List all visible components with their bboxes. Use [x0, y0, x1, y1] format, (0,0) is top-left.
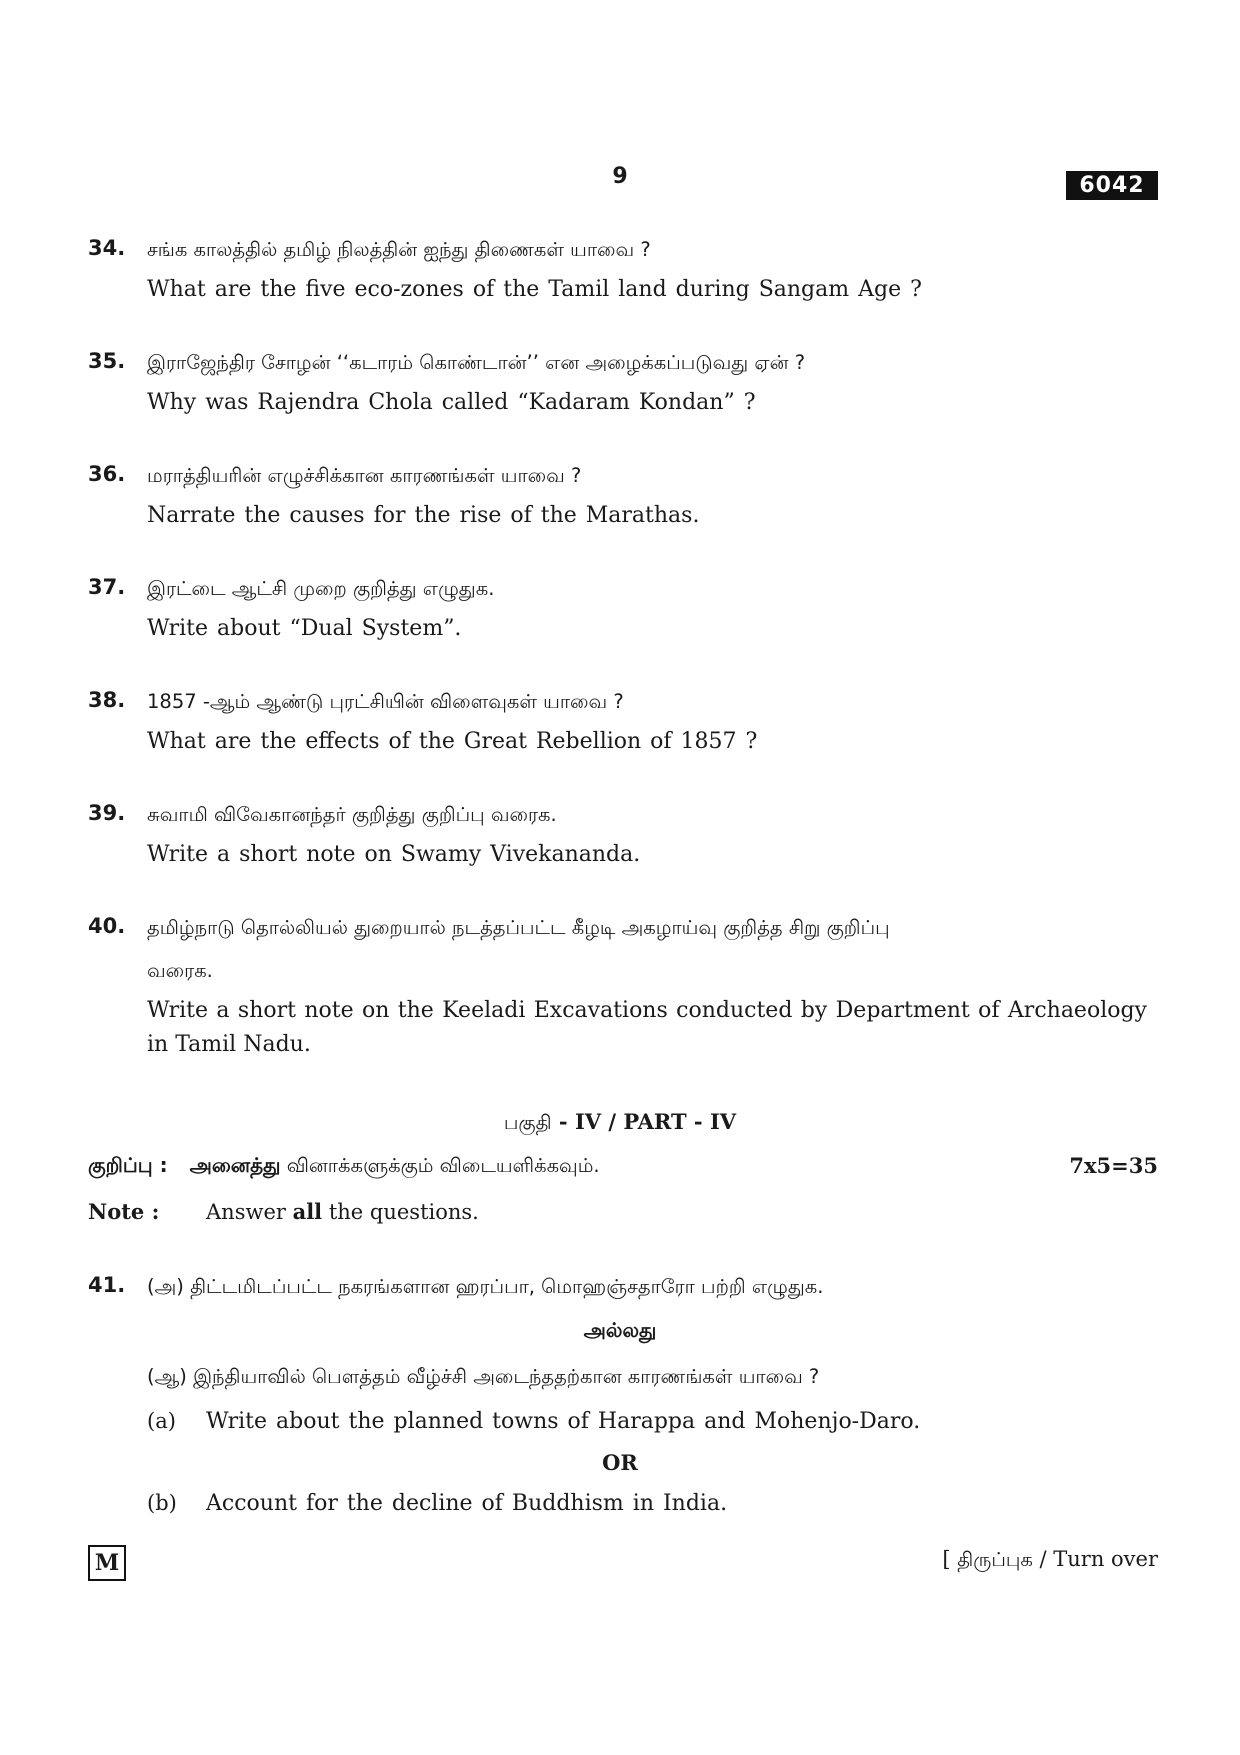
question-number: 37.: [88, 575, 126, 599]
question-tamil-line1: தமிழ்நாடு தொல்லியல் துறையால் நடத்தப்பட்ட கீழடி அகழாய்வு குறித்த சிறு குறிப்பு: [147, 916, 890, 939]
footer-m-mark: M: [88, 1545, 126, 1581]
paper-code-badge: 6042: [1066, 171, 1158, 200]
note-row-tamil: [88, 1153, 1158, 1180]
part-heading: [0, 1109, 1240, 1137]
question-tamil: சுவாமி விவேகானந்தர் குறித்து குறிப்பு வரைக.: [147, 803, 557, 826]
question-number: 35.: [88, 349, 126, 373]
question-english: Write a short note on Swamy Vivekananda.: [147, 842, 641, 867]
turn-over-label: [942, 1547, 1158, 1574]
part-heading-english: - IV / PART - IV: [551, 1109, 737, 1134]
turn-over-tamil: திருப்புக: [957, 1548, 1033, 1571]
question-tamil-option-b: (ஆ) இந்தியாவில் பௌத்தம் வீழ்ச்சி அடைந்ததற்கான காரணங்கள் யாவை ?: [147, 1365, 820, 1388]
question-tamil-line2: வரைக.: [147, 959, 213, 982]
note-tamil-bold: அனைத்து: [189, 1153, 281, 1177]
question-english: What are the five eco-zones of the Tamil land during Sangam Age ?: [147, 277, 922, 302]
note-english-bold: all: [292, 1199, 323, 1224]
option-a-label: (a): [147, 1409, 176, 1433]
part-heading-tamil: பகுதி: [503, 1111, 552, 1134]
question-tamil: 1857 -ஆம் ஆண்டு புரட்சியின் விளைவுகள் யாவை ?: [147, 690, 624, 713]
note-tamil-text: வினாக்களுக்கும் விடையளிக்கவும்.: [280, 1154, 600, 1177]
question-english: Narrate the causes for the rise of the Marathas.: [147, 503, 700, 528]
question-english-option-b: Account for the decline of Buddhism in India.: [206, 1491, 728, 1516]
page-number: 9: [612, 164, 628, 189]
question-english: Write about “Dual System”.: [147, 616, 462, 641]
note-label-english: Note :: [88, 1199, 160, 1224]
note-english-pre: Answer: [206, 1200, 293, 1224]
question-number: 40.: [88, 914, 126, 938]
question-english-option-a: Write about the planned towns of Harappa and Mohenjo-Daro.: [206, 1409, 921, 1434]
question-english: Write a short note on the Keeladi Excavations conducted by Department of Archaeology in Tamil Nadu.: [147, 998, 1147, 1057]
question-tamil: இராஜேந்திர சோழன் ‘‘கடாரம் கொண்டான்’’ என அழைக்கப்படுவது ஏன் ?: [147, 351, 806, 374]
turn-over-english: / Turn over: [1032, 1547, 1158, 1571]
note-label-tamil: குறிப்பு :: [88, 1153, 168, 1177]
or-tamil: அல்லது: [583, 1318, 657, 1342]
marks-scheme: 7x5=35: [1069, 1153, 1158, 1178]
question-tamil-option-a: (அ) திட்டமிடப்பட்ட நகரங்களான ஹரப்பா, மொஹஞ்சதாரோ பற்றி எழுதுக.: [147, 1275, 824, 1298]
question-english: What are the effects of the Great Rebellion of 1857 ?: [147, 729, 758, 754]
question-number: 41.: [88, 1273, 126, 1297]
note-english-post: the questions.: [322, 1200, 479, 1224]
or-english: OR: [602, 1450, 638, 1475]
note-row-english: [88, 1199, 1158, 1224]
question-tamil: சங்க காலத்தில் தமிழ் நிலத்தின் ஐந்து திணைகள் யாவை ?: [147, 238, 651, 261]
question-tamil: இரட்டை ஆட்சி முறை குறித்து எழுதுக.: [147, 577, 495, 600]
question-tamil: மராத்தியரின் எழுச்சிக்கான காரணங்கள் யாவை ?: [147, 464, 582, 487]
question-number: 38.: [88, 688, 126, 712]
question-number: 36.: [88, 462, 126, 486]
question-number: 34.: [88, 236, 126, 260]
turn-over-bracket: [: [942, 1547, 958, 1571]
option-b-label: (b): [147, 1491, 177, 1515]
question-number: 39.: [88, 801, 126, 825]
question-english: Why was Rajendra Chola called “Kadaram Kondan” ?: [147, 390, 756, 415]
